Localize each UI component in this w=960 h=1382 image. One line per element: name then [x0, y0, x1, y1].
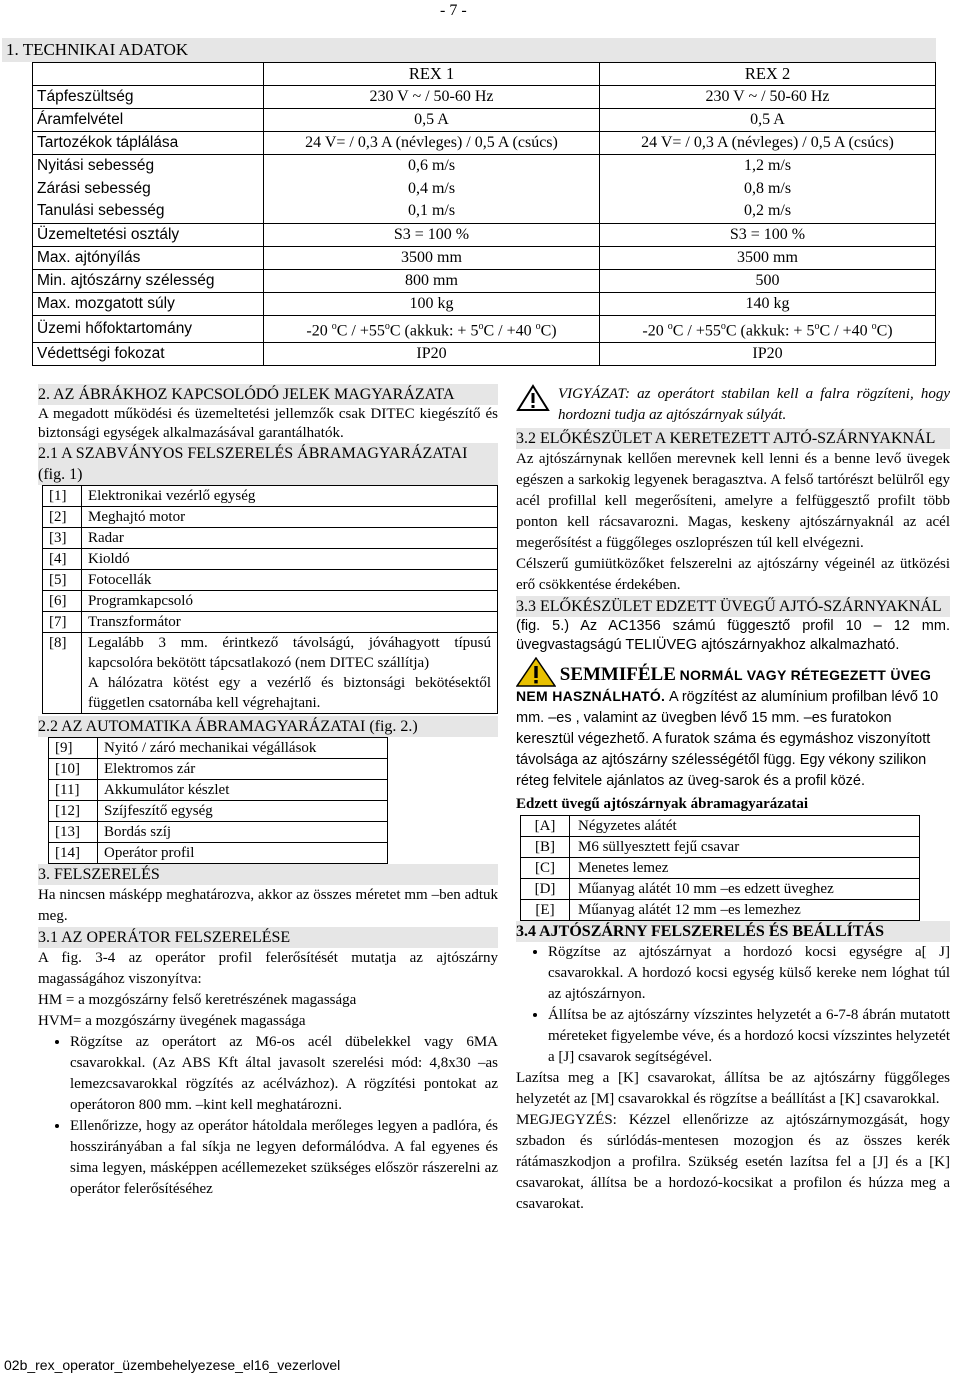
- section-3-1-text: A fig. 3-4 az operátor profil felerősítését mutatja az ajtószárny magasságához viszonyítva:: [38, 950, 498, 987]
- table-row: [33, 86, 936, 109]
- mounting-steps: [38, 1032, 498, 1200]
- note-text: MEGJEGYZÉS: Kézzel ellenőrizze az ajtószárnymozgását, hogy szbadon és súrlódás-mentesen mozogjon és az összes kerék rátámaszkodjon a profilra. Szükség esetén lazítsa fel a [J] és a [K] csavarokat, állítsa be a hordozó-kocsikat a profilon és húzza meg a csavarokat.: [516, 1112, 950, 1212]
- section-2-title: 2. AZ ÁBRÁKHOZ KAPCSOLÓDÓ JELEK MAGYARÁZATA: [38, 384, 498, 405]
- row-label: Védettségi fokozat: [33, 342, 264, 365]
- table-row-speeds: [33, 155, 936, 224]
- legend-item: [8] Legalább 3 mm. érintkező távolságú, jóváhagyott típusú kapcsolóra bekötött tápcsatlakozó (nem DITEC szállítja) A hálózatra kötést egy a vezérlő és biztonsági bekötésektől független csatornába kell végrehajtani.: [43, 633, 498, 714]
- list-item: • Rögzítse az operátort az M6-os acél dübelekkel vagy 6MA csavarokkal. (Az ABS Kft által javasolt szerelési mód: 4,8x30 –as lemezcsavarokkal rögzítés az acélvázhoz). A rögzítési pontokat az operátoron 800 mm. –kint kell meghatározni.: [70, 1032, 498, 1116]
- section-2-1-title: 2.1 A SZABVÁNYOS FELSZERELÉS ÁBRAMAGYARÁZATAI (fig. 1): [38, 443, 498, 485]
- legend-item: [6] Programkapcsoló: [43, 591, 498, 612]
- section-3-4-title: 3.4 AJTÓSZÁRNY FELSZERELÉS ÉS BEÁLLÍTÁS: [516, 921, 950, 942]
- glass-warning: [516, 657, 950, 792]
- row-label: Üzemi hőfoktartomány: [33, 315, 264, 342]
- section-3-text: Ha nincsen másképp meghatározva, akkor az összes méretet mm –ben adtuk meg.: [38, 887, 498, 924]
- table-row: [33, 315, 936, 342]
- section-3-2-text: Az ajtószárnynak kellően merevnek kell lenni és a benne levő üvegek egészen a sarkokig legyenek beragasztva. A felső tartórészt belülről egy acél profillal kell megerősíteni, amelyre a felfüggesztő profilt több ponton kell rácsavarozni. Magas, keskeny ajtószárnyaknál az acél megerősítést a függőleges oszloprészen túl kell elvégezni.: [516, 451, 950, 551]
- list-item: • Rögzítse az ajtószárnyat a hordozó kocsi egységre a[ J] csavarokkal. A hordozó kocsi egység külső kereke nem lóghat túl az ajtószárnyon.: [548, 942, 950, 1005]
- cell-rex2: 0,8 m/s: [743, 179, 792, 197]
- legend-fig2: [48, 737, 388, 864]
- section-1-title: 1. TECHNIKAI ADATOK: [2, 38, 936, 62]
- tempered-legend-title: Edzett üvegű ajtószárnyak ábramagyarázatai: [516, 796, 809, 812]
- cell-rex1: S3 = 100 %: [264, 223, 600, 246]
- row-label: Üzemeltetési osztály: [33, 223, 264, 246]
- legend-item: [C] Menetes lemez: [521, 858, 920, 879]
- footer-filename: 02b_rex_operator_üzembehelyezese_el16_vezerlovel: [4, 1357, 341, 1373]
- hvm-definition: HVM= a mozgószárny üvegének magassága: [38, 1013, 306, 1029]
- legend-item: [9] Nyitó / záró mechanikai végállások: [49, 738, 388, 759]
- page-number: - 7 -: [440, 2, 467, 19]
- legend-item: [B] M6 süllyesztett fejű csavar: [521, 837, 920, 858]
- table-row: [33, 132, 936, 155]
- cell-rex1: 230 V ~ / 50-60 Hz: [264, 86, 600, 109]
- warning-icon: [516, 384, 550, 412]
- legend-8-part-a: Legalább 3 mm. érintkező távolságú, jóváhagyott típusú kapcsolóra bekötött tápcsatlakozó (nem DITEC szállítja): [88, 635, 491, 671]
- cell-rex2: 0,5 A: [600, 109, 936, 132]
- legend-item: [1] Elektronikai vezérlő egység: [43, 486, 498, 507]
- legend-item: [2] Meghajtó motor: [43, 507, 498, 528]
- legend-item: [12] Szíjfeszítő egység: [49, 801, 388, 822]
- section-3-3-title: 3.3 ELŐKÉSZÜLET EDZETT ÜVEGŰ AJTÓ-SZÁRNYAKNÁL: [516, 596, 950, 617]
- legend-item: [3] Radar: [43, 528, 498, 549]
- legend-item: [14] Operátor profil: [49, 843, 388, 864]
- adjust-text: Lazítsa meg a [K] csavarokat, állítsa be az ajtószárny függőleges helyzetét az [M] csavarokkal és rögzítse a beállítást a [K] csavarokkal.: [516, 1070, 950, 1107]
- cell-rex1: 24 V= / 0,3 A (névleges) / 0,5 A (csúcs): [264, 132, 600, 155]
- table-row: [33, 269, 936, 292]
- right-column: [516, 384, 950, 1215]
- legend-item: [13] Bordás szíj: [49, 822, 388, 843]
- legend-item: [7] Transzformátor: [43, 612, 498, 633]
- section-3-2-text-2: Célszerű gumiütközőket felszerelni az ajtószárny végeinél az ütközési erő csökkentése érdekében.: [516, 556, 950, 593]
- cell-rex1: 800 mm: [264, 269, 600, 292]
- section-3-3-text: (fig. 5.) Az AC1356 számú függesztő profil 10 – 12 mm. üvegvastagságú TELIÜVEG ajtószárnyakhoz alkalmazható.: [516, 618, 950, 653]
- legend-item: [5] Fotocellák: [43, 570, 498, 591]
- never-heading: SEMMIFÉLE: [559, 664, 676, 685]
- table-row: [33, 292, 936, 315]
- cell-rex2: IP20: [600, 342, 936, 365]
- legend-item: [10] Elektromos zár: [49, 759, 388, 780]
- legend-item: [11] Akkumulátor készlet: [49, 780, 388, 801]
- hm-definition: HM = a mozgószárny felső keretrészének magassága: [38, 992, 357, 1008]
- row-label: Zárási sebesség: [37, 179, 151, 197]
- cell-rex2: 0,2 m/s: [743, 202, 792, 219]
- section-3-1-title: 3.1 AZ OPERÁTOR FELSZERELÉSE: [38, 927, 498, 948]
- cell-rex2: 3500 mm: [600, 246, 936, 269]
- legend-tempered: [520, 815, 920, 921]
- legend-8-part-b: A hálózatra kötést egy a vezérlő és biztonsági bekötésektől független csatornába kell végrehajtani.: [88, 675, 491, 711]
- list-item: • Állítsa be az ajtószárny vízszintes helyzetét a 6-7-8 ábrán mutatott méreteket figyelembe véve, és a hordozó kocsi vízszintes helyzetét a [J] csavarok segítségével.: [548, 1005, 950, 1068]
- legend-item: [E] Műanyag alátét 12 mm –es lemezhez: [521, 900, 920, 921]
- list-item: • Ellenőrizze, hogy az operátor hátoldala merőleges legyen a padlóra, és hosszirányában a fal síkja ne legyen deformálódva. A fal egyenes és sima legyen, másképpen acéllemezeket szükséges először rászerelni az operátor felerősítéséhez: [70, 1116, 498, 1200]
- warning-text: VIGYÁZAT: az operátort stabilan kell a falra rögzíteni, hogy hordozni tudja az ajtószárnyak súlyát.: [558, 386, 950, 423]
- cell-rex1: 0,4 m/s: [407, 179, 456, 197]
- table-row: [33, 342, 936, 365]
- table-row: [33, 223, 936, 246]
- cell-rex1: 0,1 m/s: [407, 202, 456, 219]
- door-adjust-steps: [516, 942, 950, 1068]
- cell-rex1: -20 $^oC / +55^oC$ (akkuk: + $5^oC / +40$ $^o$C): [264, 315, 600, 342]
- cell-rex2: -20 $^oC / +55^oC$ (akkuk: + $5^oC / +40$ $^o$C): [600, 315, 936, 342]
- speed-rex2: [600, 155, 936, 224]
- speed-labels: [33, 155, 264, 224]
- row-label: Tanulási sebesség: [37, 202, 165, 219]
- section-3-2-title: 3.2 ELŐKÉSZÜLET A KERETEZETT AJTÓ-SZÁRNYAKNÁL: [516, 428, 950, 449]
- section-2-2-title: 2.2 AZ AUTOMATIKA ÁBRAMAGYARÁZATAI (fig. 2.): [38, 716, 498, 737]
- legend-item: [4] Kioldó: [43, 549, 498, 570]
- row-label: Max. mozgatott súly: [33, 292, 264, 315]
- legend-fig1: [42, 485, 498, 714]
- cell-rex1: IP20: [264, 342, 600, 365]
- table-header-row: [33, 63, 936, 86]
- row-label: Max. ajtónyílás: [33, 246, 264, 269]
- section-2-text: A megadott működési és üzemeltetési jellemzők csak DITEC kiegészítő és biztonsági egységek alkalmazásával garantálhatók.: [38, 406, 498, 441]
- col-header-rex2: REX 2: [600, 63, 936, 86]
- cell-rex1: 3500 mm: [264, 246, 600, 269]
- row-label: Tápfeszültség: [33, 86, 264, 109]
- glass-mounting-text: A rögzítést az alumínium profilban lévő 10 mm. –es , valamint az üvegben lévő 15 mm. –es furatokon keresztül végezhető. A furatok száma és egymáshoz viszonyított távolsága az ajtószárny szélességétől függ. Egy vékony szilikon réteg felvitele ajánlatos az üveg-sarok és a profil közé.: [516, 689, 939, 789]
- row-label: Nyitási sebesség: [37, 157, 155, 174]
- cell-rex1: 0,6 m/s: [407, 157, 456, 174]
- col-header-rex1: REX 1: [264, 63, 600, 86]
- row-label: Áramfelvétel: [33, 109, 264, 132]
- row-label: Min. ajtószárny szélesség: [33, 269, 264, 292]
- table-row: [33, 246, 936, 269]
- section-3-title: 3. FELSZERELÉS: [38, 864, 498, 885]
- cell-rex2: 500: [600, 269, 936, 292]
- cell-rex1: 0,5 A: [264, 109, 600, 132]
- legend-item: [D] Műanyag alátét 10 mm –es edzett üveghez: [521, 879, 920, 900]
- cell-rex2: 140 kg: [600, 292, 936, 315]
- row-label: Tartozékok táplálása: [33, 132, 264, 155]
- left-column: [38, 384, 498, 1200]
- cell-rex2: 1,2 m/s: [743, 157, 792, 174]
- warning-icon: [516, 657, 556, 687]
- table-row: [33, 109, 936, 132]
- cell-rex2: S3 = 100 %: [600, 223, 936, 246]
- technical-data-table: [32, 62, 936, 366]
- cell-rex1: 100 kg: [264, 292, 600, 315]
- cell-rex2: 230 V ~ / 50-60 Hz: [600, 86, 936, 109]
- legend-item: [A] Négyzetes alátét: [521, 816, 920, 837]
- cell-rex2: 24 V= / 0,3 A (névleges) / 0,5 A (csúcs): [600, 132, 936, 155]
- table-corner: [33, 63, 264, 86]
- speed-rex1: [264, 155, 600, 224]
- never-heading-rest: NORMÁL VAGY RÉTEGEZETT ÜVEG NEM HASZNÁLHATÓ.: [516, 667, 932, 704]
- warning-note: [516, 384, 950, 426]
